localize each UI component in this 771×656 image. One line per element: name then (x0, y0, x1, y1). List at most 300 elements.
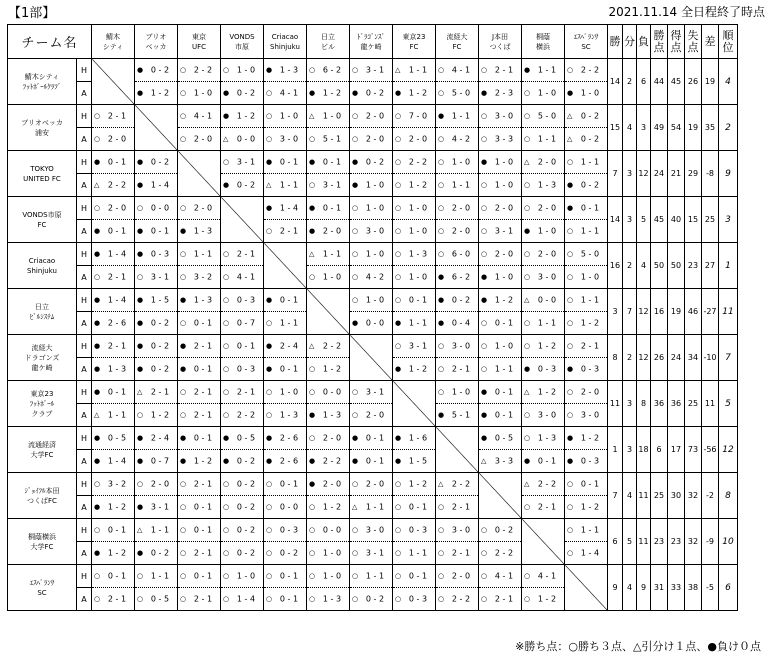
result-mark: ○ (524, 135, 531, 143)
result-cell (307, 220, 350, 243)
result-mark: ● (137, 181, 144, 189)
result-cell (350, 404, 393, 427)
team-name: 流経大 ドラゴンズ 龍ケ崎 (8, 335, 77, 381)
result-score: 0 - 1 (408, 295, 428, 305)
result-cell (479, 289, 522, 312)
result-cell (178, 404, 221, 427)
opponent-header: VONDS 市原 (221, 25, 264, 59)
result-cell (221, 243, 264, 266)
self-match-cell (135, 105, 178, 151)
result-mark: ○ (481, 135, 488, 143)
result-score: 1 - 3 (408, 249, 428, 259)
opponent-header: 鯖木 シティ (92, 25, 135, 59)
result-score: 3 - 0 (365, 226, 385, 236)
result-mark: ● (266, 158, 273, 166)
result-cell (92, 358, 135, 381)
result-score: 1 - 0 (365, 295, 385, 305)
result-mark: ○ (481, 572, 488, 580)
result-mark: ● (266, 434, 273, 442)
result-mark: ○ (481, 319, 488, 327)
result-cell (436, 151, 479, 174)
stat-value: 31 (651, 565, 668, 611)
result-cell (307, 542, 350, 565)
result-cell (221, 450, 264, 473)
result-mark: ○ (180, 549, 187, 557)
result-mark: ○ (567, 480, 574, 488)
result-cell (393, 197, 436, 220)
result-mark: ○ (352, 227, 359, 235)
result-score: 2 - 0 (365, 134, 385, 144)
result-mark: ○ (567, 227, 574, 235)
stat-value: 54 (668, 105, 685, 151)
result-score: 4 - 1 (279, 88, 299, 98)
stat-value: 45 (651, 197, 668, 243)
home-away-label: H (77, 289, 92, 312)
result-score: 2 - 1 (236, 249, 256, 259)
result-score: 0 - 2 (150, 364, 170, 374)
result-cell (522, 59, 565, 82)
result-mark: ○ (180, 112, 187, 120)
result-mark: ○ (137, 411, 144, 419)
result-score: 1 - 0 (408, 272, 428, 282)
result-cell (307, 128, 350, 151)
result-cell (393, 59, 436, 82)
stat-value: 12 (637, 289, 651, 335)
rank-value: 6 (719, 565, 738, 611)
stat-header-rank: 順位 (719, 25, 738, 59)
result-mark: ● (481, 89, 488, 97)
result-score: 3 - 0 (279, 134, 299, 144)
result-cell (92, 243, 135, 266)
result-score: 0 - 0 (236, 134, 256, 144)
result-score: 0 - 7 (150, 456, 170, 466)
result-score: 0 - 3 (236, 364, 256, 374)
rank-value: 11 (719, 289, 738, 335)
result-score: 0 - 1 (494, 410, 514, 420)
result-cell (135, 565, 178, 588)
result-mark: △ (309, 342, 315, 350)
result-score: 2 - 1 (107, 272, 127, 282)
result-mark: ● (266, 365, 273, 373)
result-cell (264, 197, 307, 220)
result-score: 0 - 1 (279, 594, 299, 604)
self-match-cell (436, 427, 479, 473)
stat-value: 11 (702, 381, 719, 427)
result-score: 1 - 4 (236, 594, 256, 604)
result-mark: ● (180, 457, 187, 465)
result-cell (522, 496, 565, 519)
result-cell (307, 358, 350, 381)
result-mark: ● (266, 457, 273, 465)
result-score: 1 - 2 (580, 318, 600, 328)
stat-header-losses: 負 (637, 25, 651, 59)
result-cell (92, 565, 135, 588)
result-mark: △ (94, 181, 100, 189)
stat-value: 6 (637, 59, 651, 105)
result-cell (436, 266, 479, 289)
result-mark: ○ (223, 549, 230, 557)
home-away-label: A (77, 450, 92, 473)
result-score: 0 - 0 (322, 387, 342, 397)
result-mark: △ (481, 457, 487, 465)
result-cell (565, 197, 608, 220)
result-mark: ● (352, 89, 359, 97)
rank-value: 9 (719, 151, 738, 197)
result-mark: ● (481, 388, 488, 396)
home-away-label: A (77, 312, 92, 335)
result-score: 0 - 2 (150, 157, 170, 167)
stat-value: 2 (623, 335, 637, 381)
result-cell (436, 82, 479, 105)
result-score: 3 - 3 (494, 134, 514, 144)
result-mark: ○ (352, 526, 359, 534)
result-mark: ○ (438, 66, 445, 74)
result-score: 0 - 2 (365, 88, 385, 98)
stat-value: 7 (608, 473, 623, 519)
result-score: 2 - 6 (279, 456, 299, 466)
rank-value: 2 (719, 105, 738, 151)
self-match-cell (522, 519, 565, 565)
result-score: 3 - 1 (150, 272, 170, 282)
result-cell (307, 565, 350, 588)
result-mark: ○ (180, 480, 187, 488)
result-cell (565, 358, 608, 381)
result-mark: ● (352, 158, 359, 166)
result-mark: ○ (223, 572, 230, 580)
stat-value: 7 (608, 151, 623, 197)
result-cell (92, 404, 135, 427)
result-cell (307, 496, 350, 519)
result-cell (565, 381, 608, 404)
result-score: 1 - 0 (451, 387, 471, 397)
stat-value: 34 (685, 335, 702, 381)
stat-value: 32 (685, 519, 702, 565)
result-cell (350, 266, 393, 289)
stat-value: 38 (685, 565, 702, 611)
table-row (8, 105, 738, 128)
result-score: 0 - 1 (580, 479, 600, 489)
stat-value: 33 (668, 565, 685, 611)
result-cell (522, 289, 565, 312)
result-mark: ○ (309, 365, 316, 373)
result-cell (178, 473, 221, 496)
league-table (7, 24, 738, 611)
opponent-header: ブリオ ベッカ (135, 25, 178, 59)
result-score: 0 - 1 (279, 157, 299, 167)
result-score: 1 - 0 (322, 571, 342, 581)
result-cell (307, 82, 350, 105)
result-score: 0 - 7 (236, 318, 256, 328)
result-cell (135, 243, 178, 266)
stat-value: -2 (702, 473, 719, 519)
team-name: 桐蔭横浜 大学FC (8, 519, 77, 565)
result-score: 1 - 4 (107, 456, 127, 466)
result-mark: ○ (395, 549, 402, 557)
result-mark: ● (352, 457, 359, 465)
result-score: 2 - 2 (451, 594, 471, 604)
stat-value: 36 (668, 381, 685, 427)
result-score: 1 - 0 (537, 88, 557, 98)
result-cell (178, 312, 221, 335)
result-mark: ● (180, 296, 187, 304)
result-mark: △ (438, 480, 444, 488)
result-cell (350, 473, 393, 496)
result-score: 2 - 2 (107, 180, 127, 190)
result-mark: ○ (309, 595, 316, 603)
result-score: 2 - 0 (322, 226, 342, 236)
result-mark: ○ (180, 411, 187, 419)
stat-value: 27 (702, 243, 719, 289)
result-cell (436, 588, 479, 611)
result-mark: ○ (438, 503, 445, 511)
result-cell (479, 243, 522, 266)
result-mark: ○ (567, 503, 574, 511)
result-mark: ○ (438, 365, 445, 373)
stat-value: 4 (623, 105, 637, 151)
result-cell (393, 82, 436, 105)
result-mark: ○ (309, 273, 316, 281)
result-score: 1 - 0 (236, 65, 256, 75)
result-mark: ○ (137, 204, 144, 212)
stat-value: 3 (623, 381, 637, 427)
result-mark: ● (266, 204, 273, 212)
result-mark: ○ (266, 411, 273, 419)
result-cell (264, 496, 307, 519)
result-score: 3 - 0 (537, 272, 557, 282)
result-mark: ○ (137, 273, 144, 281)
result-score: 2 - 2 (322, 456, 342, 466)
result-mark: ○ (524, 342, 531, 350)
result-mark: ● (180, 434, 187, 442)
result-mark: ○ (352, 296, 359, 304)
result-score: 1 - 0 (494, 157, 514, 167)
team-name: ブリオベッカ 浦安 (8, 105, 77, 151)
result-mark: ● (266, 66, 273, 74)
result-cell (221, 542, 264, 565)
result-score: 0 - 1 (408, 571, 428, 581)
home-away-label: A (77, 404, 92, 427)
result-score: 1 - 2 (322, 364, 342, 374)
result-mark: ● (395, 365, 402, 373)
result-score: 1 - 0 (279, 387, 299, 397)
result-score: 3 - 1 (494, 226, 514, 236)
result-mark: ○ (352, 572, 359, 580)
result-mark: ○ (395, 204, 402, 212)
result-mark: ○ (352, 411, 359, 419)
result-cell (264, 82, 307, 105)
result-mark: ● (223, 112, 230, 120)
result-score: 2 - 0 (451, 571, 471, 581)
result-cell (221, 105, 264, 128)
result-mark: ○ (438, 342, 445, 350)
result-score: 2 - 2 (494, 548, 514, 558)
result-mark: ● (352, 319, 359, 327)
result-cell (350, 105, 393, 128)
self-match-cell (565, 565, 608, 611)
result-mark: ○ (567, 296, 574, 304)
result-score: 2 - 2 (537, 479, 557, 489)
result-mark: ○ (223, 411, 230, 419)
result-cell (522, 105, 565, 128)
result-score: 1 - 1 (365, 502, 385, 512)
opponent-header: J本田 つくば (479, 25, 522, 59)
result-score: 2 - 1 (236, 387, 256, 397)
result-mark: ○ (567, 66, 574, 74)
result-mark: ○ (524, 434, 531, 442)
result-score: 1 - 2 (408, 88, 428, 98)
result-mark: ○ (223, 388, 230, 396)
result-score: 0 - 4 (451, 318, 471, 328)
result-score: 1 - 0 (451, 157, 471, 167)
stat-value: 23 (668, 519, 685, 565)
result-score: 1 - 0 (365, 249, 385, 259)
result-cell (178, 519, 221, 542)
stat-value: 50 (668, 243, 685, 289)
result-score: 2 - 0 (322, 479, 342, 489)
result-score: 2 - 1 (150, 387, 170, 397)
result-score: 3 - 3 (494, 456, 514, 466)
stat-value: 1 (608, 427, 623, 473)
result-cell (393, 243, 436, 266)
result-mark: ● (524, 227, 531, 235)
result-cell (393, 542, 436, 565)
result-cell (264, 289, 307, 312)
result-score: 1 - 0 (580, 88, 600, 98)
result-mark: ● (524, 66, 531, 74)
result-score: 1 - 3 (279, 65, 299, 75)
result-cell (350, 174, 393, 197)
result-score: 0 - 2 (236, 479, 256, 489)
stat-value: 9 (608, 565, 623, 611)
result-cell (479, 427, 522, 450)
result-mark: △ (567, 135, 573, 143)
result-cell (479, 542, 522, 565)
result-score: 3 - 1 (322, 180, 342, 190)
result-mark: ○ (180, 89, 187, 97)
home-away-label: A (77, 220, 92, 243)
result-mark: △ (524, 388, 530, 396)
result-cell (350, 496, 393, 519)
result-cell (393, 312, 436, 335)
result-cell (92, 151, 135, 174)
result-score: 0 - 1 (365, 433, 385, 443)
result-mark: ○ (524, 112, 531, 120)
footnote: ※勝ち点：○勝ち３点、△引分け１点、●負け０点 (515, 640, 761, 653)
result-cell (436, 243, 479, 266)
result-cell (221, 358, 264, 381)
result-cell (135, 82, 178, 105)
result-score: 2 - 0 (193, 203, 213, 213)
result-cell (221, 496, 264, 519)
stat-value: 16 (651, 289, 668, 335)
home-away-label: A (77, 82, 92, 105)
result-score: 2 - 0 (494, 249, 514, 259)
result-score: 1 - 1 (150, 571, 170, 581)
home-away-label: H (77, 381, 92, 404)
result-cell (92, 105, 135, 128)
result-score: 2 - 0 (322, 433, 342, 443)
result-score: 2 - 1 (494, 594, 514, 604)
result-mark: ○ (524, 89, 531, 97)
result-mark: ○ (223, 319, 230, 327)
result-mark: ● (438, 319, 445, 327)
result-score: 4 - 1 (537, 571, 557, 581)
result-mark: ● (266, 296, 273, 304)
result-mark: ○ (352, 273, 359, 281)
result-cell (221, 59, 264, 82)
result-cell (264, 427, 307, 450)
result-mark: ○ (180, 273, 187, 281)
result-mark: ○ (395, 135, 402, 143)
stat-value: 18 (637, 427, 651, 473)
stat-value: 9 (637, 565, 651, 611)
result-mark: ● (137, 549, 144, 557)
result-cell (479, 312, 522, 335)
home-away-label: H (77, 519, 92, 542)
result-cell (178, 289, 221, 312)
result-cell (393, 289, 436, 312)
result-score: 0 - 3 (408, 594, 428, 604)
result-mark: ● (352, 181, 359, 189)
rank-value: 12 (719, 427, 738, 473)
result-cell (522, 82, 565, 105)
result-mark: ○ (524, 411, 531, 419)
result-mark: ● (567, 457, 574, 465)
result-cell (264, 473, 307, 496)
result-cell (565, 496, 608, 519)
result-mark: ○ (94, 595, 101, 603)
result-score: 0 - 0 (322, 525, 342, 535)
result-cell (393, 565, 436, 588)
rank-value: 4 (719, 59, 738, 105)
result-score: 0 - 3 (580, 456, 600, 466)
stat-value: 16 (608, 243, 623, 289)
result-score: 6 - 0 (451, 249, 471, 259)
result-mark: ● (94, 503, 101, 511)
result-cell (393, 519, 436, 542)
result-mark: ● (180, 227, 187, 235)
result-mark: ○ (309, 181, 316, 189)
result-cell (135, 151, 178, 174)
result-score: 0 - 0 (150, 203, 170, 213)
stat-value: 21 (668, 151, 685, 197)
result-cell (522, 128, 565, 151)
table-row (8, 289, 738, 312)
result-cell (479, 588, 522, 611)
result-score: 2 - 0 (537, 203, 557, 213)
result-cell (522, 243, 565, 266)
result-score: 2 - 0 (537, 157, 557, 167)
result-cell (92, 473, 135, 496)
stat-value: 8 (637, 381, 651, 427)
stat-value: 3 (623, 427, 637, 473)
division-label: 【1部】 (8, 6, 56, 21)
result-mark: ● (395, 89, 402, 97)
result-score: 1 - 1 (107, 410, 127, 420)
result-score: 2 - 0 (150, 479, 170, 489)
result-score: 1 - 0 (365, 180, 385, 190)
stat-value: 26 (651, 335, 668, 381)
result-cell (565, 312, 608, 335)
result-cell (479, 450, 522, 473)
result-cell (221, 151, 264, 174)
result-score: 0 - 1 (193, 525, 213, 535)
result-cell (522, 151, 565, 174)
stat-header-diff: 差 (702, 25, 719, 59)
result-cell (92, 381, 135, 404)
rank-value: 5 (719, 381, 738, 427)
result-score: 2 - 1 (451, 364, 471, 374)
